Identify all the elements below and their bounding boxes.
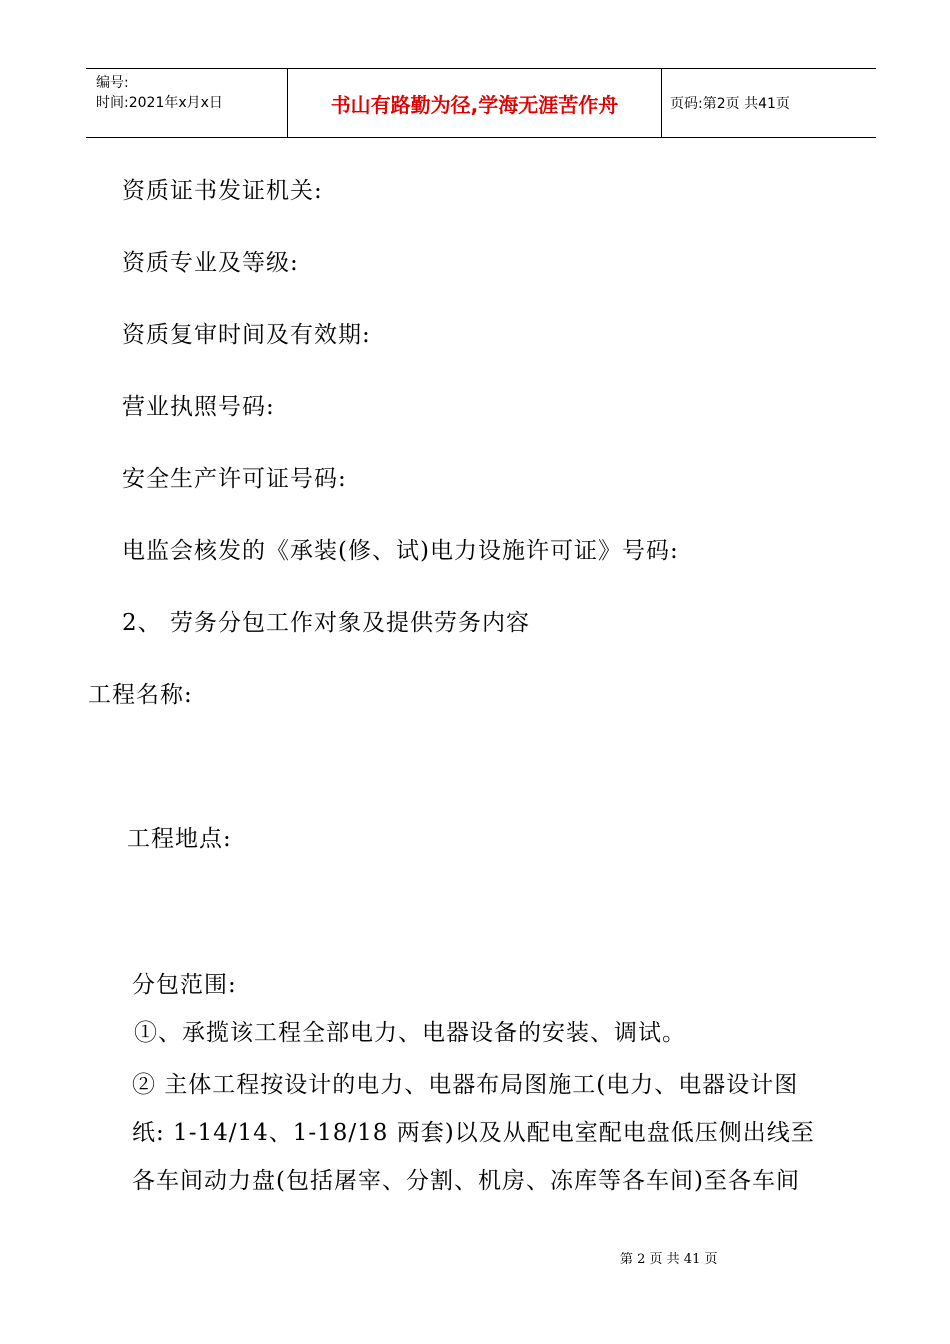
qualification-issuer-line: 资质证书发证机关: [122,178,323,204]
scope-item-2-line-3: 各车间动力盘(包括屠宰、分割、机房、冻库等各车间)至各车间 [132,1168,800,1194]
scope-item-2-line-1: ② 主体工程按设计的电力、电器布局图施工(电力、电器设计图 [132,1072,799,1098]
scope-item-2-line-2: 纸: 1-14/14、1-18/18 两套)以及从配电室配电盘低压侧出线至 [132,1120,815,1146]
qualification-grade-line: 资质专业及等级: [122,250,299,276]
page-header [86,68,876,138]
document-number-label: 编号: [96,75,129,91]
page-footer: 第 2 页 共 41 页 [620,1252,718,1267]
scope-item-1: ①、承揽该工程全部电力、电器设备的安装、调试。 [134,1020,686,1046]
header-page-info: 页码:第2页 共41页 [670,96,790,112]
project-name-line: 工程名称: [88,682,193,708]
document-time-label: 时间:2021年x月x日 [96,95,223,111]
qualification-review-line: 资质复审时间及有效期: [122,322,371,348]
header-motto: 书山有路勤为径,学海无涯苦作舟 [330,92,619,117]
header-motto-cell [288,69,662,137]
section-heading-2: 2、 劳务分包工作对象及提供劳务内容 [122,610,530,636]
header-page-cell [662,69,876,137]
business-license-line: 营业执照号码: [122,394,275,420]
header-meta-cell [86,69,288,137]
project-location-line: 工程地点: [127,826,232,852]
subcontract-scope-line: 分包范围: [132,972,237,998]
safety-license-line: 安全生产许可证号码: [122,466,347,492]
power-facility-license-line: 电监会核发的《承装(修、试)电力设施许可证》号码: [122,538,679,564]
